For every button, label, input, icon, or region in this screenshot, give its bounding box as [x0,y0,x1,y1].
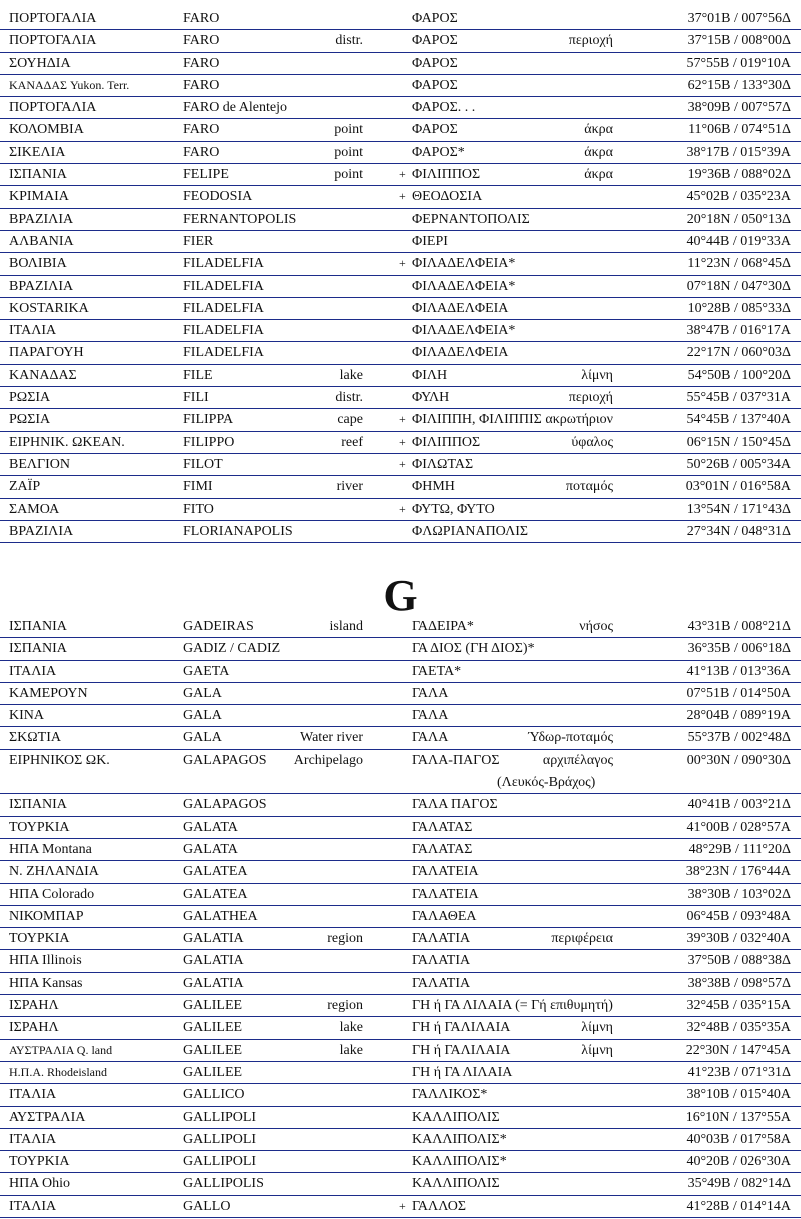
country-cell: ΙΤΑΛΙΑ [9,663,57,679]
name-cell: FITO [183,501,214,517]
greek-name-cell: ΦΑΡΟΣ. . . [412,100,476,116]
gazetteer-row [0,209,801,231]
coordinates-cell: 07°51Β / 014°50Α [686,685,791,701]
name-cell: GALLIPOLI [183,1131,257,1147]
coordinates-cell: 55°45Β / 037°31Α [686,390,791,406]
gazetteer-row [0,231,801,253]
greek-name-cell: ΦΙΛΑΔΕΛΦΕΙΑ [412,300,509,316]
coordinates-cell: 38°09Β / 007°57Δ [687,100,791,116]
greek-type-cell: λίμνη [581,1042,613,1058]
gazetteer-row [0,365,801,387]
greek-name-cell: ΦΙΛΙΠΠΟΣ [412,434,481,450]
greek-name-cell: ΦΑΡΟΣ [412,55,458,71]
coordinates-cell: 13°54Ν / 171°43Δ [686,501,791,517]
coordinates-cell: 48°29Β / 111°20Δ [688,841,791,857]
country-cell: ΝΙΚΟΜΠΑΡ [9,908,84,924]
greek-name-cell: ΓΑΛΑΤΕΙΑ [412,886,479,902]
country-cell: ΚΑΜΕΡΟΥΝ [9,685,88,701]
country-cell: ΚΑΝΑΔΑΣ Yukon. Terr. [9,77,130,92]
greek-name-continuation: (Λευκός-Βράχος) [497,774,596,790]
name-cell: GADIZ / CADIZ [183,641,281,657]
name-cell: GALATIA [183,931,244,947]
type-cell: river [336,479,363,495]
name-cell: FEODOSIA [183,189,253,205]
greek-name-cell: ΦΛΩΡΙΑΝΑΠΟΛΙΣ [412,523,529,539]
coordinates-cell: 38°30Β / 103°02Δ [687,886,791,902]
greek-name-cell: ΦΙΕΡΙ [412,233,448,249]
greek-name-cell: ΚΑΛΛΙΠΟΛΙΣ [412,1176,500,1192]
type-cell: point [334,167,363,183]
greek-name-cell: ΓΑΕΤΑ* [412,663,462,679]
country-cell: ΗΠΑ Colorado [9,886,95,902]
mark-cell: + [399,412,406,427]
coordinates-cell: 38°10Β / 015°40Α [686,1087,791,1103]
greek-name-cell: ΓΑΛΑ-ΠΑΓΟΣ [412,752,500,768]
mark-cell: + [399,501,406,516]
coordinates-cell: 57°55Β / 019°10Α [686,55,791,71]
gazetteer-row [0,53,801,75]
gazetteer-row [0,727,801,749]
gazetteer-row [0,750,801,795]
country-cell: ΗΠΑ Kansas [9,975,83,991]
greek-name-cell: ΦΙΛΩΤΑΣ [412,456,474,472]
name-cell: FILADELFIA [183,300,264,316]
section-letter-heading: G [383,571,418,620]
greek-type-cell: άκρα [584,144,613,160]
coordinates-cell: 32°45Β / 035°15Α [686,998,791,1014]
type-cell: lake [339,367,363,383]
name-cell: GALLIPOLI [183,1154,257,1170]
name-cell: GALATA [183,841,238,857]
country-cell: ΣΑΜΟΑ [9,501,60,517]
gazetteer-row [0,499,801,521]
country-cell: ΗΠΑ Ohio [9,1176,71,1192]
gazetteer-row [0,8,801,30]
gazetteer-row [0,387,801,409]
greek-name-cell: ΓΑΛΛΟΣ [412,1198,467,1214]
name-cell: FARO [183,55,220,71]
coordinates-cell: 41°00Β / 028°57Α [686,819,791,835]
greek-name-cell: ΓΑΛΑ [412,708,449,724]
name-cell: FIER [183,233,214,249]
gazetteer-row [0,661,801,683]
type-cell: point [334,144,363,160]
coordinates-cell: 11°23Ν / 068°45Δ [687,256,791,272]
type-cell: cape [337,412,363,428]
name-cell: FARO [183,11,220,26]
country-cell: ΚΡΙΜΑΙΑ [9,189,69,205]
coordinates-cell: 37°15Β / 008°00Δ [687,33,791,49]
g-entries-table [0,616,801,1218]
name-cell: FILADELFIA [183,256,264,272]
greek-name-cell: ΦΑΡΟΣ* [412,144,465,160]
name-cell: GALA [183,708,222,724]
coordinates-cell: 41°13Β / 013°36Α [686,663,791,679]
coordinates-cell: 38°38Β / 098°57Δ [687,975,791,991]
name-cell: FARO [183,77,220,93]
greek-name-cell: ΓΑΛΑΤΕΙΑ [412,864,479,880]
greek-type-cell: άκρα [584,167,613,183]
name-cell: GALILEE [183,1064,243,1080]
gazetteer-row [0,817,801,839]
gazetteer-row [0,298,801,320]
country-cell: ΙΤΑΛΙΑ [9,1087,57,1103]
gazetteer-row [0,253,801,275]
gazetteer-row [0,409,801,431]
gazetteer-row [0,342,801,364]
greek-type-cell: ποταμός [565,479,613,495]
country-cell: ΠΟΡΤΟΓΑΛΙΑ [9,11,97,26]
type-cell: reef [341,434,363,450]
country-cell: ΙΤΑΛΙΑ [9,1131,57,1147]
name-cell: GALILEE [183,1020,243,1036]
gazetteer-row [0,1129,801,1151]
greek-type-cell: περιοχή [568,33,613,49]
gazetteer-row [0,432,801,454]
coordinates-cell: 62°15Β / 133°30Δ [687,77,791,93]
gazetteer-row [0,906,801,928]
greek-name-cell: ΓΑΛΑ ΠΑΓΟΣ [412,797,498,813]
name-cell: FIMI [183,479,213,495]
coordinates-cell: 11°06Β / 074°51Δ [688,122,791,138]
country-cell: ΙΣΡΑΗΛ [9,1020,59,1036]
name-cell: FILADELFIA [183,323,264,339]
name-cell: GALILEE [183,998,243,1014]
coordinates-cell: 37°01Β / 007°56Δ [687,11,791,26]
coordinates-cell: 20°18Ν / 050°13Δ [686,211,791,227]
type-cell: Water river [300,730,363,746]
name-cell: FARO de Alentejo [183,100,287,116]
name-cell: GALILEE [183,1042,243,1058]
greek-name-cell: ΓΗ ή ΓΑ ΛΙΛΑΙΑ (= Γή επιθυμητή) [412,998,613,1014]
greek-name-cell: ΦΗΜΗ [412,479,455,495]
country-cell: ΗΠΑ Illinois [9,953,82,969]
name-cell: FARO [183,33,220,49]
coordinates-cell: 06°45Β / 093°48Α [686,908,791,924]
greek-name-cell: ΦΥΛΗ [412,390,450,406]
mark-cell: + [399,256,406,271]
country-cell: ΑΥΣΤΡΑΛΙΑ [9,1109,86,1125]
coordinates-cell: 41°23Β / 071°31Δ [687,1064,791,1080]
country-cell: ΤΟΥΡΚΙΑ [9,819,70,835]
gazetteer-row [0,186,801,208]
coordinates-cell: 40°03Β / 017°58Α [686,1131,791,1147]
greek-name-cell: ΓΑΛΑΤΙΑ [412,975,471,991]
coordinates-cell: 54°50Β / 100°20Δ [687,367,791,383]
gazetteer-row [0,1084,801,1106]
name-cell: FERNANTOPOLIS [183,211,297,227]
country-cell: ΣΙΚΕΛΙΑ [9,144,66,160]
name-cell: GALLO [183,1198,231,1214]
coordinates-cell: 27°34Ν / 048°31Δ [686,523,791,539]
coordinates-cell: 07°18Ν / 047°30Δ [686,278,791,294]
name-cell: FILADELFIA [183,278,264,294]
country-cell: ΡΩΣΙΑ [9,390,51,406]
type-cell: region [327,998,363,1014]
coordinates-cell: 38°47Β / 016°17Α [686,323,791,339]
name-cell: FILOT [183,456,223,472]
country-cell: ΖΑΪΡ [9,479,41,495]
name-cell: GALAPAGOS [183,752,267,768]
gazetteer-row [0,1196,801,1218]
gazetteer-row [0,616,801,638]
country-cell: ΡΩΣΙΑ [9,412,51,428]
type-cell: Archipelago [293,752,363,768]
coordinates-cell: 10°28Β / 085°33Δ [687,300,791,316]
country-cell: ΒΟΛΙΒΙΑ [9,256,67,272]
coordinates-cell: 38°17Β / 015°39Α [686,144,791,160]
name-cell: GALLIPOLIS [183,1176,264,1192]
greek-name-cell: ΚΑΛΛΙΠΟΛΙΣ* [412,1131,507,1147]
mark-cell: + [399,434,406,449]
gazetteer-row [0,638,801,660]
name-cell: GALATEA [183,864,248,880]
greek-name-cell: ΦΑΡΟΣ [412,77,458,93]
type-cell: lake [339,1020,363,1036]
greek-name-cell: ΦΙΛΑΔΕΛΦΕΙΑ* [412,323,516,339]
gazetteer-row [0,839,801,861]
name-cell: FILIPPO [183,434,235,450]
gazetteer-row [0,1062,801,1084]
coordinates-cell: 32°48Β / 035°35Α [686,1020,791,1036]
coordinates-cell: 37°50Β / 088°38Δ [687,953,791,969]
coordinates-cell: 19°36Β / 088°02Δ [687,167,791,183]
greek-name-cell: ΦΙΛΙΠΠΟΣ [412,167,481,183]
greek-name-cell: ΦΑΡΟΣ [412,11,458,26]
greek-name-cell: ΦΙΛΑΔΕΛΦΕΙΑ* [412,256,516,272]
gazetteer-row [0,794,801,816]
greek-type-cell: ύφαλος [571,434,613,450]
greek-name-cell: ΓΑΛΑΤΙΑ [412,931,471,947]
greek-name-cell: ΓΗ ή ΓΑΛΙΛΑΙΑ [412,1020,511,1036]
gazetteer-row [0,75,801,97]
greek-name-cell: ΦΑΡΟΣ [412,33,458,49]
gazetteer-row [0,928,801,950]
coordinates-cell: 38°23Ν / 176°44Α [685,864,791,880]
type-cell: lake [339,1042,363,1058]
coordinates-cell: 40°44Β / 019°33Α [686,233,791,249]
greek-name-cell: ΚΑΛΛΙΠΟΛΙΣ [412,1109,500,1125]
type-cell: point [334,122,363,138]
greek-name-cell: ΘΕΟΔΟΣΙΑ [412,189,483,205]
gazetteer-row [0,1107,801,1129]
greek-name-cell: ΓΑΔΕΙΡΑ* [412,619,474,634]
gazetteer-row [0,320,801,342]
coordinates-cell: 28°04Β / 089°19Α [686,708,791,724]
name-cell: GALLIPOLI [183,1109,257,1125]
gazetteer-row [0,995,801,1017]
gazetteer-row [0,164,801,186]
name-cell: GALAPAGOS [183,797,267,813]
coordinates-cell: 22°17Ν / 060°03Δ [686,345,791,361]
gazetteer-row [0,454,801,476]
greek-name-cell: ΓΑΛΛΙΚΟΣ* [412,1087,488,1103]
name-cell: FARO [183,144,220,160]
greek-type-cell: αρχιπέλαγος [542,752,613,768]
name-cell: GAETA [183,663,230,679]
gazetteer-row [0,705,801,727]
greek-name-cell: ΦΙΛΑΔΕΛΦΕΙΑ [412,345,509,361]
gazetteer-row [0,1017,801,1039]
name-cell: GADEIRAS [183,619,254,634]
greek-type-cell: άκρα [584,122,613,138]
gazetteer-row [0,521,801,543]
name-cell: FILE [183,367,213,383]
country-cell: ΙΣΠΑΝΙΑ [9,641,67,657]
country-cell: ΕΙΡΗΝΙΚΟΣ ΩΚ. [9,752,110,768]
gazetteer-row [0,683,801,705]
name-cell: FLORIANAPOLIS [183,523,293,539]
country-cell: ΣΟΥΗΔΙΑ [9,55,71,71]
mark-cell: + [399,1198,406,1213]
country-cell: ΤΟΥΡΚΙΑ [9,1154,70,1170]
coordinates-cell: 40°41Β / 003°21Δ [687,797,791,813]
name-cell: GALATIA [183,975,244,991]
f-entries-table [0,8,801,543]
greek-name-cell: ΓΗ ή ΓΑΛΙΛΑΙΑ [412,1042,511,1058]
country-cell: ΒΡΑΖΙΛΙΑ [9,523,74,539]
country-cell: ΠΑΡΑΓΟΥΗ [9,345,84,361]
country-cell: ΙΣΠΑΝΙΑ [9,797,67,813]
greek-type-cell: νήσος [579,619,613,634]
country-cell: ΙΣΡΑΗΛ [9,998,59,1014]
greek-name-cell: ΓΑΛΑΘΕΑ [412,908,477,924]
greek-name-cell: ΦΙΛΙΠΠΗ, ΦΙΛΙΠΠΙΣ [412,412,542,428]
name-cell: GALA [183,685,222,701]
gazetteer-row [0,119,801,141]
coordinates-cell: 45°02Β / 035°23Α [686,189,791,205]
greek-type-cell: ακρωτήριον [545,412,613,428]
country-cell: ΚΙΝΑ [9,708,44,724]
gazetteer-row [0,950,801,972]
country-cell: ΒΡΑΖΙΛΙΑ [9,211,74,227]
gazetteer-row [0,142,801,164]
country-cell: ΠΟΡΤΟΓΑΛΙΑ [9,33,97,49]
name-cell: GALATIA [183,953,244,969]
country-cell: ΙΣΠΑΝΙΑ [9,167,67,183]
type-cell: island [329,619,363,634]
country-cell: ΒΕΛΓΙΟΝ [9,456,71,472]
name-cell: GALATA [183,819,238,835]
greek-name-cell: ΓΗ ή ΓΑ ΛΙΛΑΙΑ [412,1064,513,1080]
gazetteer-row [0,30,801,52]
mark-cell: + [399,456,406,471]
coordinates-cell: 41°28Β / 014°14Α [686,1198,791,1214]
greek-name-cell: ΓΑΛΑΤΑΣ [412,841,473,857]
country-cell: ΙΣΠΑΝΙΑ [9,619,67,634]
coordinates-cell: 36°35Β / 006°18Δ [687,641,791,657]
greek-name-cell: ΦΙΛΗ [412,367,448,383]
country-cell: ΕΙΡΗΝΙΚ. ΩΚΕΑΝ. [9,434,125,450]
coordinates-cell: 03°01Ν / 016°58Α [685,479,791,495]
greek-name-cell: ΚΑΛΛΙΠΟΛΙΣ* [412,1154,507,1170]
country-cell: ΑΛΒΑΝΙΑ [9,233,74,249]
name-cell: GALATHEA [183,908,258,924]
country-cell: Ν. ΖΗΛΑΝΔΙΑ [9,864,99,880]
name-cell: FARO [183,122,220,138]
country-cell: ΒΡΑΖΙΛΙΑ [9,278,74,294]
type-cell: distr. [335,390,363,406]
gazetteer-row [0,1151,801,1173]
coordinates-cell: 55°37Β / 002°48Δ [687,730,791,746]
gazetteer-row [0,1040,801,1062]
name-cell: FELIPE [183,167,229,183]
gazetteer-row [0,97,801,119]
gazetteer-row [0,861,801,883]
greek-name-cell: ΓΑ ΔΙΟΣ (ΓΗ ΔΙΟΣ)* [412,641,535,657]
greek-name-cell: ΓΑΛΑΤΑΣ [412,819,473,835]
type-cell: region [327,931,363,947]
greek-type-cell: περιφέρεια [551,931,613,947]
country-cell: Η.Π.Α. Rhodeisland [9,1064,107,1079]
greek-type-cell: Ύδωρ-ποταμός [528,730,613,746]
name-cell: GALLICO [183,1087,245,1103]
name-cell: FILADELFIA [183,345,264,361]
greek-type-cell: περιοχή [568,390,613,406]
coordinates-cell: 06°15Ν / 150°45Δ [686,434,791,450]
country-cell: ΣΚΩΤΙΑ [9,730,61,746]
gazetteer-row [0,476,801,498]
coordinates-cell: 43°31Β / 008°21Δ [687,619,791,634]
name-cell: GALA [183,730,222,746]
coordinates-cell: 00°30Ν / 090°30Δ [686,752,791,768]
coordinates-cell: 54°45Β / 137°40Α [686,412,791,428]
greek-name-cell: ΦΑΡΟΣ [412,122,458,138]
mark-cell: + [399,189,406,204]
country-cell: ΤΟΥΡΚΙΑ [9,931,70,947]
coordinates-cell: 16°10Ν / 137°55Α [685,1109,791,1125]
country-cell: ΚΑΝΑΔΑΣ [9,367,77,383]
greek-name-cell: ΓΑΛΑ [412,685,449,701]
coordinates-cell: 40°20Β / 026°30Α [686,1154,791,1170]
coordinates-cell: 39°30Β / 032°40Α [686,931,791,947]
coordinates-cell: 35°49Β / 082°14Δ [687,1176,791,1192]
type-cell: distr. [335,33,363,49]
gazetteer-row [0,973,801,995]
gazetteer-row [0,884,801,906]
gazetteer-row [0,276,801,298]
name-cell: FILIPPA [183,412,234,428]
country-cell: KOSTARIKA [9,300,89,316]
country-cell: ΑΥΣΤΡΑΛΙΑ Q. land [9,1042,113,1057]
greek-name-cell: ΦΕΡΝΑΝΤΟΠΟΛΙΣ [412,211,530,227]
greek-type-cell: λίμνη [581,1020,613,1036]
gazetteer-row [0,1173,801,1195]
country-cell: ΙΤΑΛΙΑ [9,1198,57,1214]
name-cell: GALATEA [183,886,248,902]
country-cell: ΙΤΑΛΙΑ [9,323,57,339]
greek-name-cell: ΦΥΤΩ, ΦΥΤΟ [412,501,495,517]
greek-name-cell: ΦΙΛΑΔΕΛΦΕΙΑ* [412,278,516,294]
name-cell: FILI [183,390,209,406]
country-cell: ΗΠΑ Montana [9,841,92,857]
country-cell: ΠΟΡΤΟΓΑΛΙΑ [9,100,97,116]
greek-name-cell: ΓΑΛΑΤΙΑ [412,953,471,969]
coordinates-cell: 50°26Β / 005°34Α [686,456,791,472]
greek-type-cell: λίμνη [581,367,613,383]
greek-name-cell: ΓΑΛΑ [412,730,449,746]
country-cell: ΚΟΛΟΜΒΙΑ [9,122,84,138]
mark-cell: + [399,167,406,182]
coordinates-cell: 22°30Ν / 147°45Α [685,1042,791,1058]
